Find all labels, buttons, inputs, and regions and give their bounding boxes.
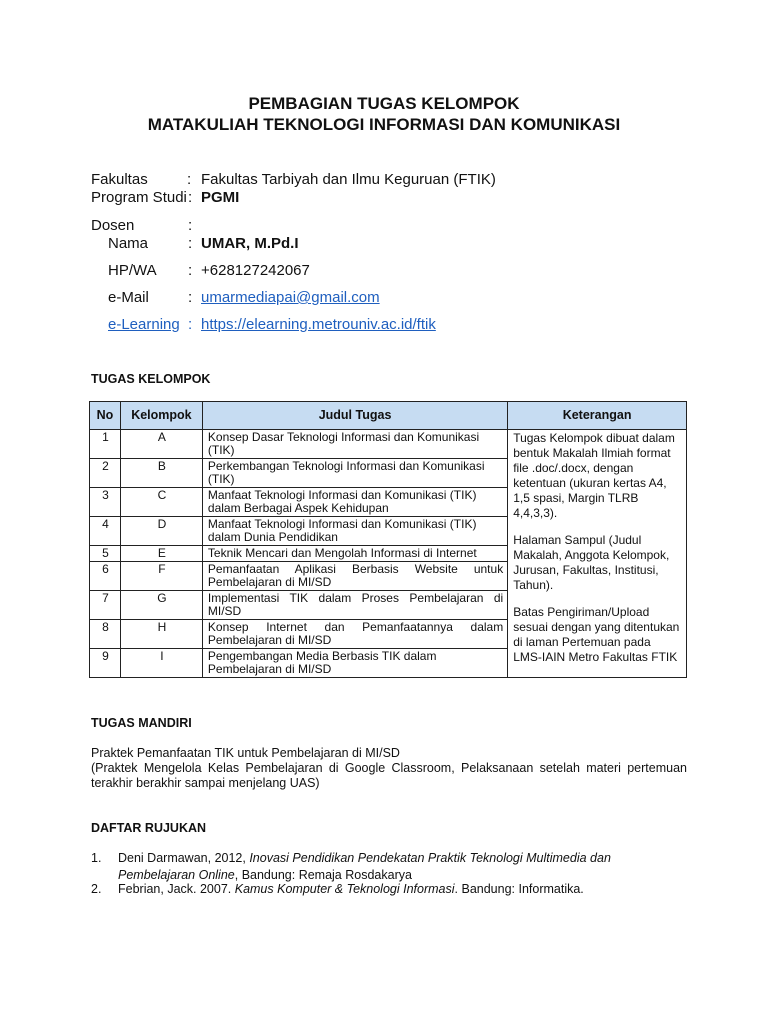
colon: :	[188, 262, 193, 279]
reference-publisher: , Bandung: Remaja Rosdakarya	[234, 868, 412, 882]
keterangan-paragraph: Halaman Sampul (Judul Makalah, Anggota Kelompok, Jurusan, Fakultas, Institusi, Tahun).	[513, 533, 670, 592]
nama-label: Nama	[108, 235, 149, 252]
cell-kelompok: H	[120, 620, 202, 649]
cell-no: 4	[90, 517, 121, 546]
reference-item	[91, 881, 691, 898]
elearning-label[interactable]: e-Learning	[108, 316, 180, 333]
colon: :	[187, 171, 192, 188]
colon: :	[188, 235, 193, 252]
reference-author: Febrian, Jack. 2007.	[118, 882, 235, 896]
cell-no: 7	[90, 591, 121, 620]
tugas-mandiri-line-2: (Praktek Mengelola Kelas Pembelajaran di Google Classroom, Pelaksanaan setelah materi pertemuan terakhir berakhir sampai menjelang UAS)	[91, 761, 687, 790]
dosen-label: Dosen	[91, 217, 135, 234]
tugas-mandiri-heading: TUGAS MANDIRI	[91, 716, 192, 730]
prodi-label: Program Studi	[91, 189, 187, 206]
cell-judul: Konsep Internet dan Pemanfaatannya dalam Pembelajaran di MI/SD	[202, 620, 507, 649]
column-header-keterangan: Keterangan	[508, 402, 687, 430]
tugas-kelompok-heading: TUGAS KELOMPOK	[91, 372, 211, 386]
cell-no: 9	[90, 649, 121, 678]
colon: :	[188, 217, 193, 234]
cell-kelompok: A	[120, 430, 202, 459]
cell-judul: Pemanfaatan Aplikasi Berbasis Website untuk Pembelajaran di MI/SD	[202, 562, 507, 591]
cell-no: 1	[90, 430, 121, 459]
keterangan-paragraph: Tugas Kelompok dibuat dalam bentuk Makalah Ilmiah format file .doc/.docx, dengan ketentuan (ukuran kertas A4, 1,5 spasi, Margin TLRB 4,4,3,3).	[513, 431, 675, 520]
hp-label: HP/WA	[108, 262, 157, 279]
reference-number: 1.	[91, 851, 102, 865]
table-row	[90, 430, 687, 459]
cell-judul: Teknik Mencari dan Mengolah Informasi di Internet	[202, 546, 507, 562]
cell-kelompok: E	[120, 546, 202, 562]
email-link[interactable]: umarmediapai@gmail.com	[201, 289, 380, 306]
colon: :	[188, 189, 193, 206]
colon: :	[188, 289, 193, 306]
cell-kelompok: C	[120, 488, 202, 517]
reference-item	[91, 850, 691, 884]
hp-value: +628127242067	[201, 262, 310, 279]
column-header-no: No	[90, 402, 121, 430]
cell-judul: Manfaat Teknologi Informasi dan Komunikasi (TIK) dalam Berbagai Aspek Kehidupan	[202, 488, 507, 517]
email-label: e-Mail	[108, 289, 149, 306]
elearning-link[interactable]: https://elearning.metrouniv.ac.id/ftik	[201, 316, 436, 333]
cell-judul: Perkembangan Teknologi Informasi dan Komunikasi (TIK)	[202, 459, 507, 488]
reference-publisher: . Bandung: Informatika.	[454, 882, 584, 896]
prodi-value: PGMI	[201, 189, 240, 206]
cell-no: 6	[90, 562, 121, 591]
table-header-row	[90, 402, 687, 430]
cell-kelompok: G	[120, 591, 202, 620]
column-header-judul: Judul Tugas	[202, 402, 507, 430]
reference-title: Inovasi Pendidikan Pendekatan Praktik Teknologi Multimedia dan	[249, 851, 611, 865]
cell-kelompok: B	[120, 459, 202, 488]
cell-judul: Implementasi TIK dalam Proses Pembelajaran di MI/SD	[202, 591, 507, 620]
cell-kelompok: I	[120, 649, 202, 678]
cell-judul: Pengembangan Media Berbasis TIK dalam Pembelajaran di MI/SD	[202, 649, 507, 678]
nama-value: UMAR, M.Pd.I	[201, 235, 299, 252]
cell-judul: Manfaat Teknologi Informasi dan Komunikasi (TIK) dalam Dunia Pendidikan	[202, 517, 507, 546]
reference-line	[118, 881, 584, 898]
reference-author: Deni Darmawan, 2012,	[118, 851, 250, 865]
cell-kelompok: F	[120, 562, 202, 591]
cell-no: 3	[90, 488, 121, 517]
cell-no: 5	[90, 546, 121, 562]
reference-title-cont: Pembelajaran Online	[118, 868, 235, 882]
column-header-kelompok: Kelompok	[120, 402, 202, 430]
page-title-line-2: MATAKULIAH TEKNOLOGI INFORMASI DAN KOMUNIKASI	[147, 115, 621, 134]
fakultas-value: Fakultas Tarbiyah dan Ilmu Keguruan (FTIK)	[201, 171, 496, 188]
reference-line	[118, 850, 611, 867]
tugas-kelompok-table	[89, 401, 687, 678]
cell-no: 2	[90, 459, 121, 488]
colon: :	[188, 316, 193, 333]
keterangan-paragraph: Batas Pengiriman/Upload sesuai dengan yang ditentukan di laman Pertemuan pada LMS-IAIN Metro Fakultas FTIK	[513, 605, 680, 664]
reference-number: 2.	[91, 882, 102, 896]
cell-keterangan	[508, 430, 687, 678]
daftar-rujukan-heading: DAFTAR RUJUKAN	[91, 821, 207, 835]
cell-judul: Konsep Dasar Teknologi Informasi dan Komunikasi (TIK)	[202, 430, 507, 459]
cell-no: 8	[90, 620, 121, 649]
reference-title: Kamus Komputer & Teknologi Informasi	[234, 882, 455, 896]
cell-kelompok: D	[120, 517, 202, 546]
page-title-line-1: PEMBAGIAN TUGAS KELOMPOK	[248, 94, 520, 113]
tugas-mandiri-line-1: Praktek Pemanfaatan TIK untuk Pembelajaran di MI/SD	[91, 746, 400, 760]
fakultas-label: Fakultas	[91, 171, 148, 188]
